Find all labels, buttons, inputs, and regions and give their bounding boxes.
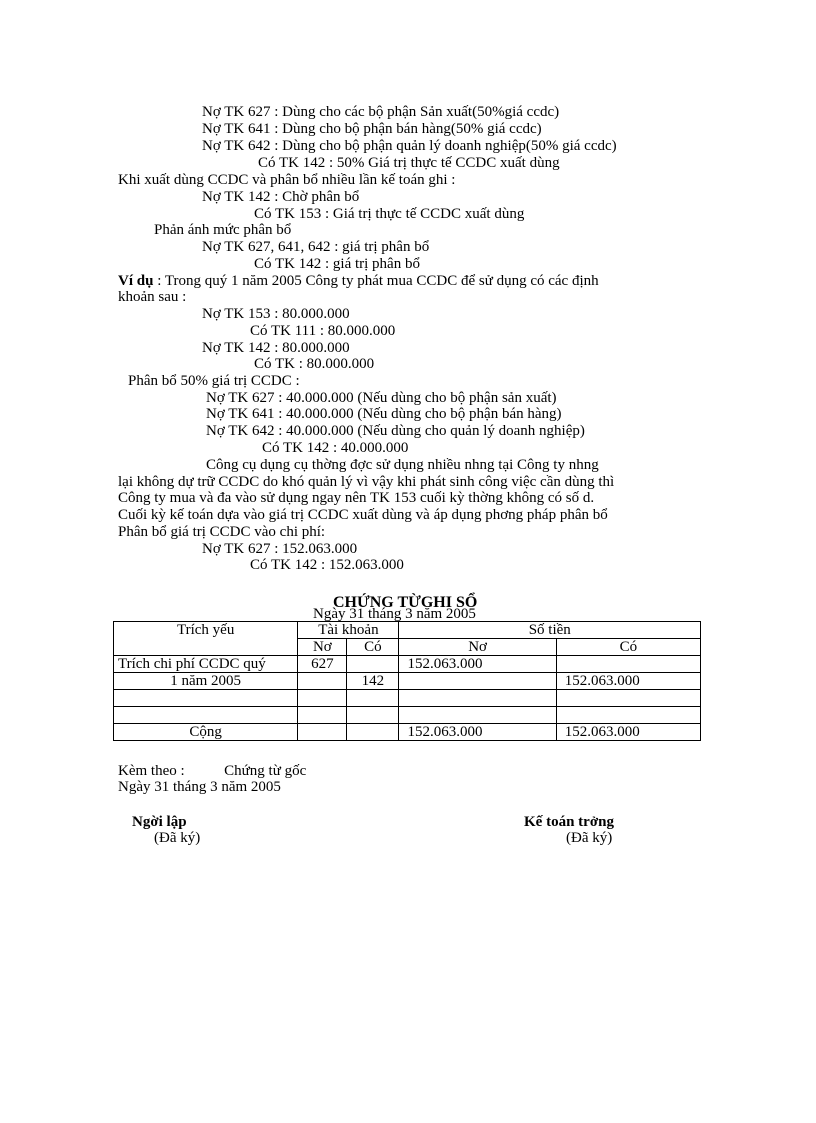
header-summary: Trích yếu (114, 622, 298, 656)
text-line: Nợ TK 627 : 152.063.000 (202, 541, 358, 557)
header-debit-account: Nơ (298, 639, 347, 656)
empty-cell (114, 707, 298, 724)
text-line: Nợ TK 627 : Dùng cho các bộ phận Sản xuất(50%giá ccdc) (202, 104, 560, 120)
attach-label: Kèm theo : (118, 763, 185, 779)
header-debit-amount: Nơ (399, 639, 556, 656)
text-line: Phản ánh mức phân bổ (154, 222, 292, 238)
voucher-date: Ngày 31 tháng 3 năm 2005 (313, 606, 476, 622)
empty-cell (556, 707, 700, 724)
text-line: Có TK 111 : 80.000.000 (250, 323, 396, 339)
signer-left-title: Ngời lập (132, 814, 187, 830)
empty-cell (347, 690, 399, 707)
debit-amount-cell: 152.063.000 (399, 656, 556, 673)
text-line: Có TK : 80.000.000 (254, 356, 375, 372)
signer-right-title: Kế toán trởng (524, 814, 614, 830)
text-line: Nợ TK 642 : Dùng cho bộ phận quản lý doanh nghiệp(50% giá ccdc) (202, 138, 617, 154)
text-line: Nợ TK 153 : 80.000.000 (202, 306, 350, 322)
text-line: Nợ TK 627 : 40.000.000 (Nếu dùng cho bộ phận sản xuất) (206, 390, 557, 406)
total-label: Cộng (114, 724, 298, 741)
text-line: Nợ TK 142 : Chờ phân bổ (202, 189, 360, 205)
empty-cell (298, 690, 347, 707)
table-total-row (114, 724, 701, 741)
text-line: Có TK 142 : 50% Giá trị thực tế CCDC xuất dùng (258, 155, 560, 171)
text-line: Nợ TK 627, 641, 642 : giá trị phân bổ (202, 239, 430, 255)
empty-cell (399, 707, 556, 724)
attach-value: Chứng từ gốc (224, 763, 307, 779)
debit-account-cell (298, 673, 347, 690)
header-account: Tài khoản (298, 622, 399, 639)
empty-cell (347, 707, 399, 724)
credit-account-cell: 142 (347, 673, 399, 690)
signer-left-note: (Đã ký) (154, 830, 201, 846)
voucher-table (113, 621, 701, 741)
example-line (118, 273, 599, 290)
empty-cell (298, 724, 347, 741)
text-line: Có TK 153 : Giá trị thực tế CCDC xuất dùng (254, 206, 525, 222)
voucher-title: CHỨNG TỪGHI SỔ (333, 594, 478, 611)
empty-cell (399, 690, 556, 707)
closing-date: Ngày 31 tháng 3 năm 2005 (118, 779, 281, 795)
attach-line (118, 763, 306, 780)
text-line: Nợ TK 642 : 40.000.000 (Nếu dùng cho quản lý doanh nghiệp) (206, 423, 585, 439)
text-line: lại không dự trữ CCDC do khó quản lý vì vậy khi phát sinh công việc cần dùng thì (118, 474, 615, 490)
header-credit-amount: Có (556, 639, 700, 656)
header-amount: Số tiền (399, 622, 701, 639)
credit-amount-cell: 152.063.000 (556, 673, 700, 690)
table-row (114, 656, 701, 673)
text-line: Công cụ dụng cụ thờng đợc sử dụng nhiều nhng tại Công ty nhng (206, 457, 599, 473)
debit-account-cell: 627 (298, 656, 347, 673)
text-line: khoản sau : (118, 289, 187, 305)
header-credit-account: Có (347, 639, 399, 656)
debit-amount-cell (399, 673, 556, 690)
table-row (114, 707, 701, 724)
credit-amount-cell (556, 656, 700, 673)
signer-right-note: (Đã ký) (566, 830, 613, 846)
text-line: Nợ TK 641 : Dùng cho bộ phận bán hàng(50% giá ccdc) (202, 121, 542, 137)
table-row (114, 690, 701, 707)
summary-cell: 1 năm 2005 (114, 673, 298, 690)
total-credit: 152.063.000 (556, 724, 700, 741)
text-line: Khi xuất dùng CCDC và phân bổ nhiều lần kế toán ghi : (118, 172, 456, 188)
total-debit: 152.063.000 (399, 724, 556, 741)
text-line: Có TK 142 : 152.063.000 (250, 557, 404, 573)
text-line: Phân bổ 50% giá trị CCDC : (128, 373, 300, 389)
table-row (114, 673, 701, 690)
example-label: Ví dụ (118, 273, 154, 289)
empty-cell (347, 724, 399, 741)
text-line: Cuối kỳ kế toán dựa vào giá trị CCDC xuất dùng và áp dụng phơng pháp phân bổ (118, 507, 608, 523)
text-line: Có TK 142 : 40.000.000 (262, 440, 409, 456)
example-text: : Trong quý 1 năm 2005 Công ty phát mua CCDC để sử dụng có các định (153, 273, 599, 289)
credit-account-cell (347, 656, 399, 673)
text-line: Phân bổ giá trị CCDC vào chi phí: (118, 524, 326, 540)
empty-cell (114, 690, 298, 707)
summary-cell: Trích chi phí CCDC quý (114, 656, 298, 673)
text-line: Nợ TK 142 : 80.000.000 (202, 340, 350, 356)
table-header-row (114, 622, 701, 639)
text-line: Công ty mua và đa vào sử dụng ngay nên TK 153 cuối kỳ thờng không có số d. (118, 490, 595, 506)
text-line: Có TK 142 : giá trị phân bổ (254, 256, 420, 272)
text-line: Nợ TK 641 : 40.000.000 (Nếu dùng cho bộ phận bán hàng) (206, 406, 562, 422)
empty-cell (298, 707, 347, 724)
empty-cell (556, 690, 700, 707)
